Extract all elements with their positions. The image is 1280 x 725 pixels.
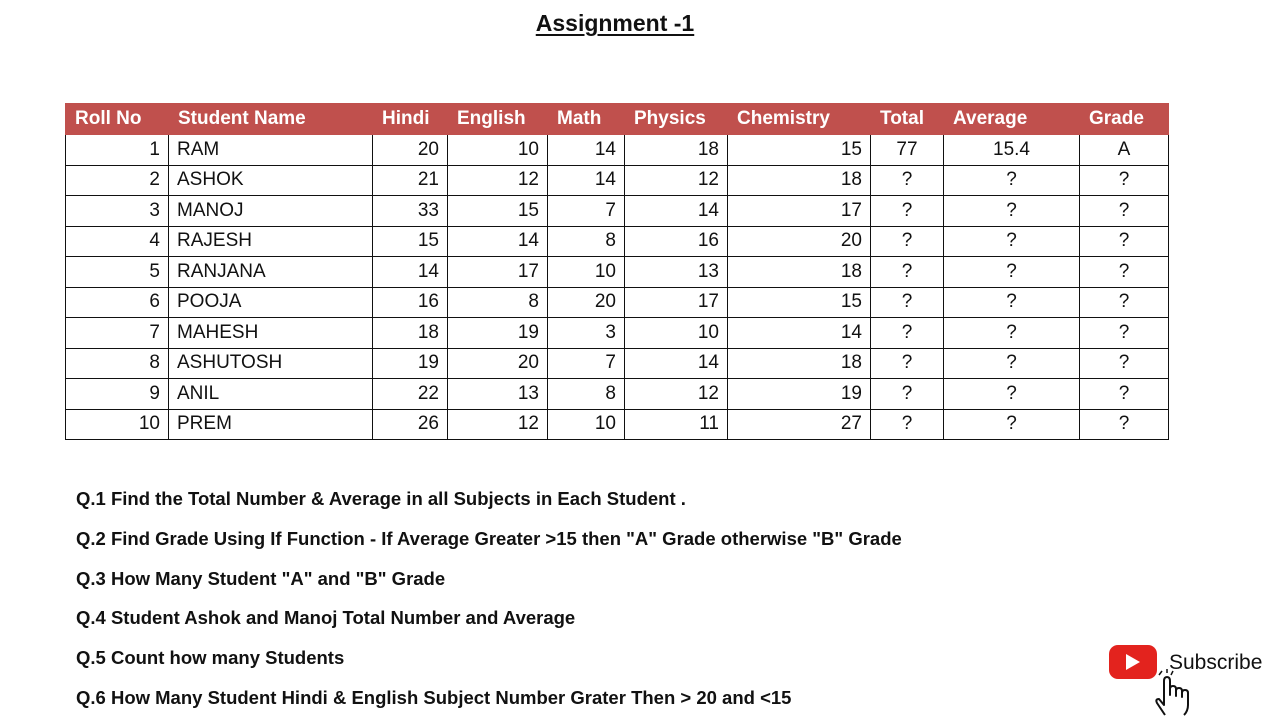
table-row xyxy=(66,165,1169,196)
cell-chemistry: 17 xyxy=(728,196,871,227)
cell-physics: 14 xyxy=(625,348,728,379)
cell-math: 10 xyxy=(548,257,625,288)
cell-hindi: 22 xyxy=(373,379,448,410)
cell-chemistry: 20 xyxy=(728,226,871,257)
cell-chemistry: 18 xyxy=(728,348,871,379)
cell-grade: A xyxy=(1080,135,1169,166)
cell-english: 14 xyxy=(448,226,548,257)
cell-student-name: ANIL xyxy=(169,379,373,410)
cell-grade: ? xyxy=(1080,318,1169,349)
cell-physics: 13 xyxy=(625,257,728,288)
table-row xyxy=(66,226,1169,257)
cell-average: ? xyxy=(944,379,1080,410)
table-header-row xyxy=(66,104,1169,135)
cell-average: ? xyxy=(944,348,1080,379)
cell-english: 15 xyxy=(448,196,548,227)
cell-average: ? xyxy=(944,409,1080,440)
cell-physics: 14 xyxy=(625,196,728,227)
cell-math: 7 xyxy=(548,196,625,227)
cell-physics: 12 xyxy=(625,165,728,196)
cell-total: 77 xyxy=(871,135,944,166)
table-row xyxy=(66,196,1169,227)
cell-chemistry: 18 xyxy=(728,257,871,288)
cell-math: 8 xyxy=(548,226,625,257)
cell-grade: ? xyxy=(1080,226,1169,257)
cell-chemistry: 14 xyxy=(728,318,871,349)
cell-total: ? xyxy=(871,379,944,410)
cell-hindi: 26 xyxy=(373,409,448,440)
cell-average: 15.4 xyxy=(944,135,1080,166)
cell-english: 19 xyxy=(448,318,548,349)
cell-hindi: 20 xyxy=(373,135,448,166)
question-3: Q.3 How Many Student "A" and "B" Grade xyxy=(76,567,446,589)
cell-physics: 11 xyxy=(625,409,728,440)
cell-grade: ? xyxy=(1080,348,1169,379)
cell-grade: ? xyxy=(1080,379,1169,410)
cell-student-name: ASHUTOSH xyxy=(169,348,373,379)
column-header-math: Math xyxy=(548,104,625,135)
cell-hindi: 14 xyxy=(373,257,448,288)
table-row xyxy=(66,379,1169,410)
cell-total: ? xyxy=(871,409,944,440)
cell-roll-no: 2 xyxy=(66,165,169,196)
cell-english: 8 xyxy=(448,287,548,318)
cell-chemistry: 15 xyxy=(728,287,871,318)
column-header-roll-no: Roll No xyxy=(66,104,169,135)
cell-math: 14 xyxy=(548,135,625,166)
cell-student-name: RANJANA xyxy=(169,257,373,288)
question-1: Q.1 Find the Total Number & Average in all Subjects in Each Student . xyxy=(76,488,686,509)
cell-math: 20 xyxy=(548,287,625,318)
cell-student-name: PREM xyxy=(169,409,373,440)
subscribe-label[interactable]: Subscribe xyxy=(1169,651,1263,674)
table-row xyxy=(66,409,1169,440)
table-row xyxy=(66,135,1169,166)
cell-total: ? xyxy=(871,165,944,196)
cell-english: 12 xyxy=(448,165,548,196)
cell-roll-no: 5 xyxy=(66,257,169,288)
page-title: Assignment -1 xyxy=(535,10,695,36)
column-header-hindi: Hindi xyxy=(373,104,448,135)
cell-chemistry: 27 xyxy=(728,409,871,440)
cell-grade: ? xyxy=(1080,257,1169,288)
cell-grade: ? xyxy=(1080,165,1169,196)
column-header-average: Average xyxy=(944,104,1080,135)
cell-math: 14 xyxy=(548,165,625,196)
table-row xyxy=(66,287,1169,318)
cell-roll-no: 8 xyxy=(66,348,169,379)
question-6: Q.6 How Many Student Hindi & English Subject Number Grater Then > 20 and <15 xyxy=(76,686,792,708)
cell-roll-no: 10 xyxy=(66,409,169,440)
cell-physics: 12 xyxy=(625,379,728,410)
hand-pointer-icon xyxy=(1151,669,1213,717)
cell-physics: 18 xyxy=(625,135,728,166)
cell-english: 13 xyxy=(448,379,548,410)
cell-grade: ? xyxy=(1080,287,1169,318)
question-4: Q.4 Student Ashok and Manoj Total Number and Average xyxy=(76,607,576,629)
column-header-chemistry: Chemistry xyxy=(728,104,871,135)
table-row xyxy=(66,348,1169,379)
cell-english: 12 xyxy=(448,409,548,440)
cell-total: ? xyxy=(871,257,944,288)
cell-grade: ? xyxy=(1080,409,1169,440)
column-header-student-name: Student Name xyxy=(169,104,373,135)
column-header-total: Total xyxy=(871,104,944,135)
column-header-grade: Grade xyxy=(1080,104,1169,135)
cell-hindi: 33 xyxy=(373,196,448,227)
cell-grade: ? xyxy=(1080,196,1169,227)
cell-roll-no: 7 xyxy=(66,318,169,349)
cell-roll-no: 4 xyxy=(66,226,169,257)
cell-student-name: MANOJ xyxy=(169,196,373,227)
cell-total: ? xyxy=(871,226,944,257)
cell-average: ? xyxy=(944,165,1080,196)
cell-english: 10 xyxy=(448,135,548,166)
cell-hindi: 18 xyxy=(373,318,448,349)
question-5: Q.5 Count how many Students xyxy=(76,647,345,669)
cell-english: 17 xyxy=(448,257,548,288)
cell-student-name: MAHESH xyxy=(169,318,373,349)
subscribe-button[interactable] xyxy=(1109,645,1274,717)
column-header-english: English xyxy=(448,104,548,135)
question-list xyxy=(76,486,902,725)
cell-roll-no: 6 xyxy=(66,287,169,318)
cell-total: ? xyxy=(871,287,944,318)
question-2: Q.2 Find Grade Using If Function - If Average Greater >15 then "A" Grade otherwise "B" Grade xyxy=(76,527,902,549)
youtube-play-icon[interactable] xyxy=(1109,645,1157,679)
cell-average: ? xyxy=(944,257,1080,288)
cell-average: ? xyxy=(944,226,1080,257)
student-marks-table xyxy=(65,103,1169,440)
cell-physics: 10 xyxy=(625,318,728,349)
cell-average: ? xyxy=(944,287,1080,318)
cell-math: 8 xyxy=(548,379,625,410)
cell-total: ? xyxy=(871,318,944,349)
cell-roll-no: 9 xyxy=(66,379,169,410)
cell-roll-no: 3 xyxy=(66,196,169,227)
cell-student-name: POOJA xyxy=(169,287,373,318)
cell-hindi: 15 xyxy=(373,226,448,257)
cell-hindi: 19 xyxy=(373,348,448,379)
cell-student-name: RAM xyxy=(169,135,373,166)
cell-total: ? xyxy=(871,196,944,227)
cell-student-name: RAJESH xyxy=(169,226,373,257)
cell-math: 10 xyxy=(548,409,625,440)
cell-hindi: 21 xyxy=(373,165,448,196)
cell-student-name: ASHOK xyxy=(169,165,373,196)
cell-chemistry: 18 xyxy=(728,165,871,196)
cell-math: 7 xyxy=(548,348,625,379)
cell-physics: 17 xyxy=(625,287,728,318)
cell-math: 3 xyxy=(548,318,625,349)
table-row xyxy=(66,257,1169,288)
cell-physics: 16 xyxy=(625,226,728,257)
cell-hindi: 16 xyxy=(373,287,448,318)
cell-average: ? xyxy=(944,318,1080,349)
cell-roll-no: 1 xyxy=(66,135,169,166)
cell-chemistry: 15 xyxy=(728,135,871,166)
cell-english: 20 xyxy=(448,348,548,379)
table-row xyxy=(66,318,1169,349)
cell-average: ? xyxy=(944,196,1080,227)
cell-chemistry: 19 xyxy=(728,379,871,410)
column-header-physics: Physics xyxy=(625,104,728,135)
cell-total: ? xyxy=(871,348,944,379)
